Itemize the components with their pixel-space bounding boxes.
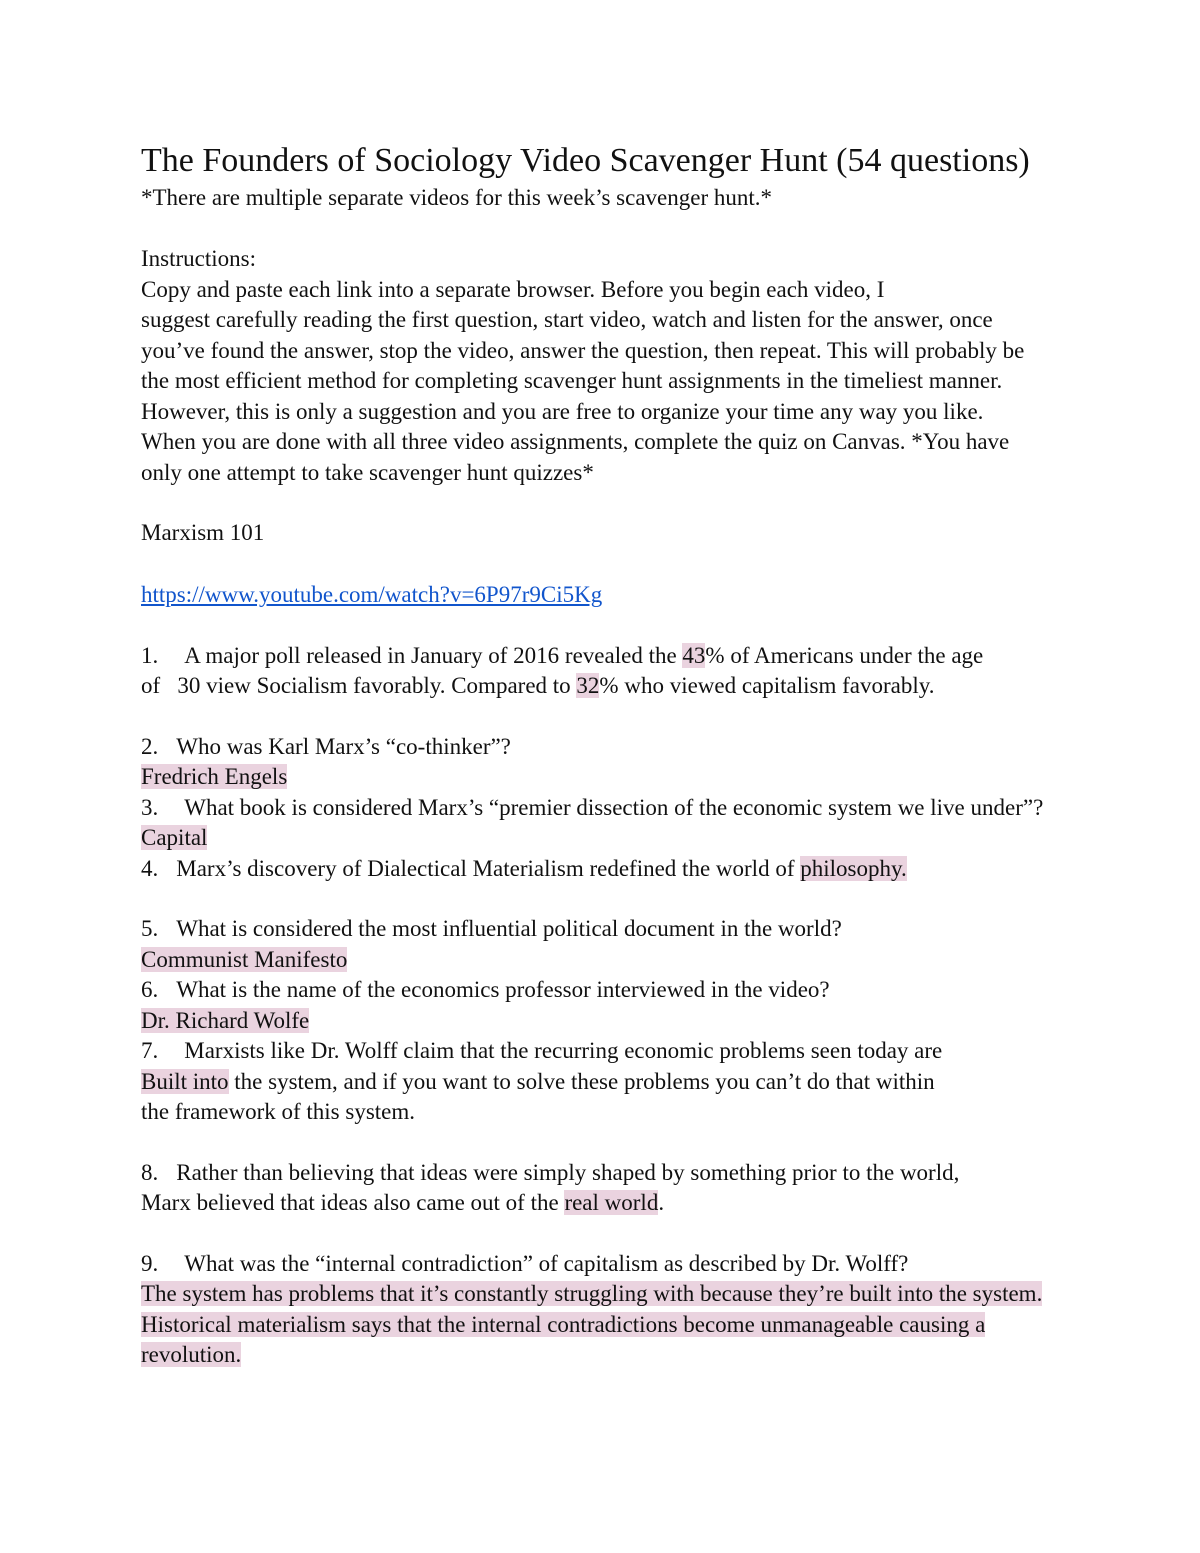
header-note: *There are multiple separate videos for this week’s scavenger hunt.* [141,185,772,210]
answer-highlight: real world [564,1190,659,1215]
question-number: 2. [141,734,159,759]
question-text: . [658,1190,665,1215]
instructions-line: When you are done with all three video assignments, complete the quiz on Canvas. *You have [141,429,1010,454]
question-number: 4. [141,856,159,881]
question-text: Marxists like Dr. Wolff claim that the recurring economic problems seen today are [184,1038,943,1063]
question-text: % of Americans under the age [705,643,984,668]
answer-highlight: philosophy. [800,856,907,881]
instructions-line: However, this is only a suggestion and you are free to organize your time any way you like. [141,399,984,424]
question-text: What is considered the most influential political document in the world? [176,916,842,941]
answer-highlight: 43 [682,643,706,668]
question-text: Who was Karl Marx’s “co-thinker”? [176,734,511,759]
question-number: 7. [141,1038,159,1063]
instructions-line: suggest carefully reading the first question, start video, watch and listen for the answer, once [141,307,993,332]
question-number: 5. [141,916,159,941]
question-6 [141,975,830,1005]
section-title: Marxism 101 [141,520,265,545]
question-number: 9. [141,1251,159,1276]
answer-highlight: Fredrich Engels [141,764,288,789]
question-text: the framework of this system. [141,1099,416,1124]
question-1-cont [141,671,935,701]
video-link[interactable]: https://www.youtube.com/watch?v=6P97r9Ci5Kg [141,582,603,607]
instructions-heading: Instructions: [141,246,256,271]
question-9 [141,1249,908,1279]
instructions-line: the most efficient method for completing scavenger hunt assignments in the timeliest manner. [141,368,1003,393]
answer-highlight: Dr. Richard Wolfe [141,1008,310,1033]
answer-highlight: Built into [141,1069,229,1094]
question-1 [141,641,983,671]
answer-highlight: Capital [141,825,208,850]
question-text: What book is considered Marx’s “premier dissection of the economic system we live under”? [184,795,1044,820]
question-text: Rather than believing that ideas were simply shaped by something prior to the world, [176,1160,960,1185]
answer-highlight: 32 [576,673,600,698]
instructions-line: only one attempt to take scavenger hunt quizzes* [141,460,594,485]
question-4 [141,854,907,884]
answer-highlight: The system has problems that it’s constantly struggling with because they’re built into the system. [141,1281,1043,1306]
page-title: The Founders of Sociology Video Scavenger Hunt (54 questions) [141,142,1030,179]
question-3 [141,793,1043,823]
question-number: 8. [141,1160,159,1185]
instructions-line: you’ve found the answer, stop the video, answer the question, then repeat. This will probably be [141,338,1025,363]
question-text: Marx believed that ideas also came out of the [141,1190,565,1215]
answer-highlight: revolution. [141,1342,242,1367]
question-8 [141,1158,959,1188]
question-number: 1. [141,643,159,668]
question-number: 6. [141,977,159,1002]
answer-highlight: Historical materialism says that the internal contradictions become unmanageable causing a [141,1312,986,1337]
question-5 [141,914,842,944]
question-text: of 30 view Socialism favorably. Compared to [141,673,577,698]
instructions-line: Copy and paste each link into a separate browser. Before you begin each video, I [141,277,885,302]
question-number: 3. [141,795,159,820]
question-2 [141,732,511,762]
answer-highlight: Communist Manifesto [141,947,348,972]
question-text: % who viewed capitalism favorably. [599,673,935,698]
question-7 [141,1036,942,1066]
question-text: Marx’s discovery of Dialectical Materialism redefined the world of [176,856,801,881]
question-text: the system, and if you want to solve these problems you can’t do that within [228,1069,935,1094]
question-text: What is the name of the economics professor interviewed in the video? [176,977,830,1002]
question-text: A major poll released in January of 2016 revealed the [184,643,683,668]
question-text: What was the “internal contradiction” of capitalism as described by Dr. Wolff? [184,1251,909,1276]
